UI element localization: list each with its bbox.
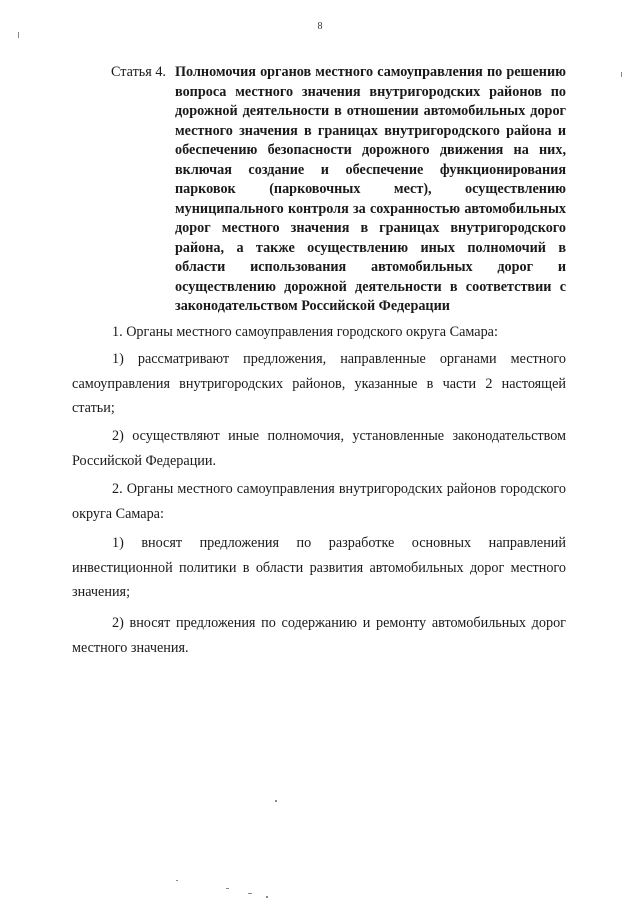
scan-speck: [176, 880, 178, 881]
scan-speck: [275, 800, 277, 802]
article-heading: [111, 63, 566, 317]
paragraph-1-item-1: 1) рассматривают предложения, направленные органами местного самоуправления внутригородских районов, указанные в части 2 настоящей статьи;: [72, 351, 566, 416]
scan-speck: [226, 888, 229, 889]
scan-speck: [248, 893, 252, 894]
scan-speck: [621, 72, 622, 77]
scan-speck: [18, 32, 19, 38]
paragraph-2-item-2: 2) вносят предложения по содержанию и ремонту автомобильных дорог местного значения.: [72, 615, 566, 656]
paragraph-2-item-1: 1) вносят предложения по разработке основных направлений инвестиционной политики в области развития автомобильных дорог местного значения;: [72, 535, 566, 600]
scan-speck: [266, 896, 268, 898]
article-label: Статья 4.: [111, 64, 166, 80]
page-number: 8: [317, 21, 323, 32]
paragraph-1-item-2: 2) осуществляют иные полномочия, установленные законодательством Российской Федерации.: [72, 428, 566, 469]
article-title: Полномочия органов местного самоуправления по решению вопроса местного значения внутригородских районов по дорожной деятельности в отношении автомобильных дорог местного значения в границах внутригородского района и обеспечению безопасности дорожного движения на них, включая создание и обеспечение функционирования парковок (парковочных мест), осуществлению муниципального контроля за сохранностью автомобильных дорог местного значения в границах внутригородского района, а также осуществлению иных полномочий в области использования автомобильных дорог и осуществлению дорожной деятельности в соответствии с законодательством Российской Федерации: [175, 64, 566, 314]
paragraph-1: 1. Органы местного самоуправления городского округа Самара:: [112, 324, 498, 340]
paragraph-2: 2. Органы местного самоуправления внутригородских районов городского округа Самара:: [72, 481, 566, 522]
